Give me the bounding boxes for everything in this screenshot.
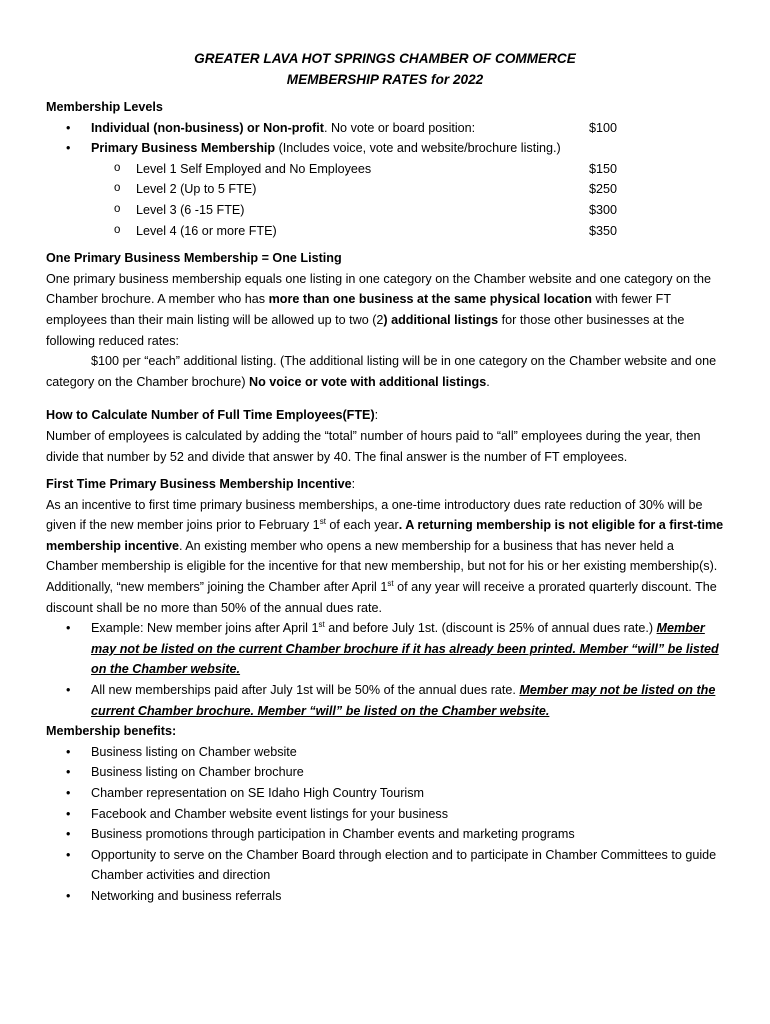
membership-levels-list [46, 118, 724, 242]
membership-levels-heading: Membership Levels [46, 100, 163, 114]
incentive-sup: st [387, 578, 394, 588]
sublevel-label: Level 4 (16 or more FTE) [136, 223, 277, 238]
document-title: GREATER LAVA HOT SPRINGS CHAMBER OF COMMERCE [194, 51, 576, 66]
incentive-bold-text: . A returning membership is not eligible for a first-time membership incentive [46, 518, 724, 553]
sublevel-price: $350 [589, 223, 618, 238]
benefit-item: • Business listing on Chamber website [46, 742, 724, 763]
level-individual-desc: . No vote or board position: [323, 120, 476, 135]
sublevel-price: $300 [589, 202, 618, 217]
sublevel-item [46, 200, 724, 221]
benefit-item: • Business listing on Chamber brochure [46, 762, 724, 783]
membership-levels-section [46, 97, 724, 241]
listing-text: with fewer FT employees than their main listing will be allowed up to two (2 [46, 292, 671, 327]
incentive-sup: st [319, 517, 326, 527]
sublevel-label: Level 3 (6 -15 FTE) [136, 202, 245, 217]
additional-listing-bold: No voice or vote with additional listings [249, 374, 487, 389]
fte-heading-line [46, 405, 724, 426]
incentive-body [46, 495, 724, 619]
incentive-section [46, 474, 724, 721]
incentive-colon: : [351, 477, 356, 492]
incentive-text: of each year [325, 518, 399, 533]
fte-body: Number of employees is calculated by adding the “total” number of hours paid to “all” employees during the year, then divide that number by 52 and divide that answer by 40. The final answer is the number of FT employees. [46, 428, 701, 464]
sublevel-price: $150 [589, 161, 618, 176]
listing-bold-text: ) additional listings [383, 312, 499, 327]
benefit-item: • Facebook and Chamber website event listings for your business [46, 804, 724, 825]
example-text: and before July 1st. (discount is 25% of annual dues rate.) [324, 621, 657, 636]
level-primary-label: Primary Business Membership [91, 141, 276, 156]
level-individual [46, 118, 724, 139]
sublevel-item [46, 221, 724, 242]
listing-bold-text: more than one business at the same physical location [268, 292, 592, 307]
example-sup: st [318, 620, 325, 630]
benefit-item: • Business promotions through participation in Chamber events and marketing programs [46, 824, 724, 845]
benefits-section [46, 721, 724, 906]
sublevel-item [46, 179, 724, 200]
additional-listing-text: $100 per “each” additional listing. (The additional listing will be in one category on the Chamber website and one category on the Chamber brochure) [46, 354, 717, 389]
incentive-heading: First Time Primary Business Membership Incentive [46, 477, 352, 492]
benefit-item: • Chamber representation on SE Idaho High Country Tourism [46, 783, 724, 804]
benefits-list [46, 742, 724, 907]
example-text: All new memberships paid after July 1st will be 50% of the annual dues rate. [91, 683, 520, 698]
level-primary [46, 138, 724, 159]
document-subtitle: MEMBERSHIP RATES for 2022 [286, 72, 484, 87]
incentive-text: As an incentive to first time primary business memberships, a one-time introductory dues rate reduction of 30% will be given if the new member joins prior to February 1 [46, 497, 703, 533]
level-primary-desc: (Includes voice, vote and website/brochure listing.) [275, 141, 561, 156]
incentive-text: . An existing member who opens a new membership for a business that has never held a Chamber membership is eligible for the incentive for that new membership, but not for his or her existing membership(s). Additionally, “new members” joining the Chamber after April 1 [46, 538, 718, 595]
listing-text: for those other businesses at the following reduced rates: [46, 312, 685, 348]
sublevel-label: Level 2 (Up to 5 FTE) [136, 182, 257, 197]
example-text: Example: New member joins after April 1 [91, 621, 319, 636]
fte-colon: : [374, 408, 379, 423]
sublevel-label: Level 1 Self Employed and No Employees [136, 161, 372, 176]
document-header [46, 48, 724, 90]
benefit-item: • Networking and business referrals [46, 886, 724, 907]
listing-text: One primary business membership equals one listing in one category on the Chamber website and one category on the Chamber brochure. A member who has [46, 271, 712, 307]
additional-listing-paragraph [46, 351, 724, 392]
benefit-item: • Opportunity to serve on the Chamber Board through election and to participate in Chamber Committees to guide Chamber activities and direction [46, 845, 724, 886]
level-individual-price: $100 [589, 120, 618, 135]
level-individual-label: Individual (non-business) or Non-profit [91, 120, 324, 135]
sublevel-item [46, 159, 724, 180]
fte-heading: How to Calculate Number of Full Time Employees(FTE) [46, 408, 375, 423]
incentive-example [46, 680, 724, 721]
example-note: Member may not be listed on the current Chamber brochure. Member “will” be listed on the Chamber website. [91, 683, 716, 718]
incentive-text: of any year will receive a prorated quarterly discount. The discount shall be no more than 50% of the annual dues rate. [46, 580, 717, 615]
additional-listing-text: . [486, 374, 490, 389]
incentive-example [46, 618, 724, 680]
listing-paragraph [46, 269, 724, 351]
sublevel-price: $250 [589, 182, 618, 197]
incentive-heading-line [46, 474, 724, 495]
example-note: Member may not be listed on the current Chamber brochure if it has already been printed. Member “will” be listed on the Chamber website. [91, 621, 719, 677]
listing-section [46, 248, 724, 392]
listing-heading: One Primary Business Membership = One Listing [46, 251, 342, 266]
fte-section [46, 405, 724, 467]
incentive-examples [46, 618, 724, 721]
benefits-heading: Membership benefits: [46, 724, 177, 739]
